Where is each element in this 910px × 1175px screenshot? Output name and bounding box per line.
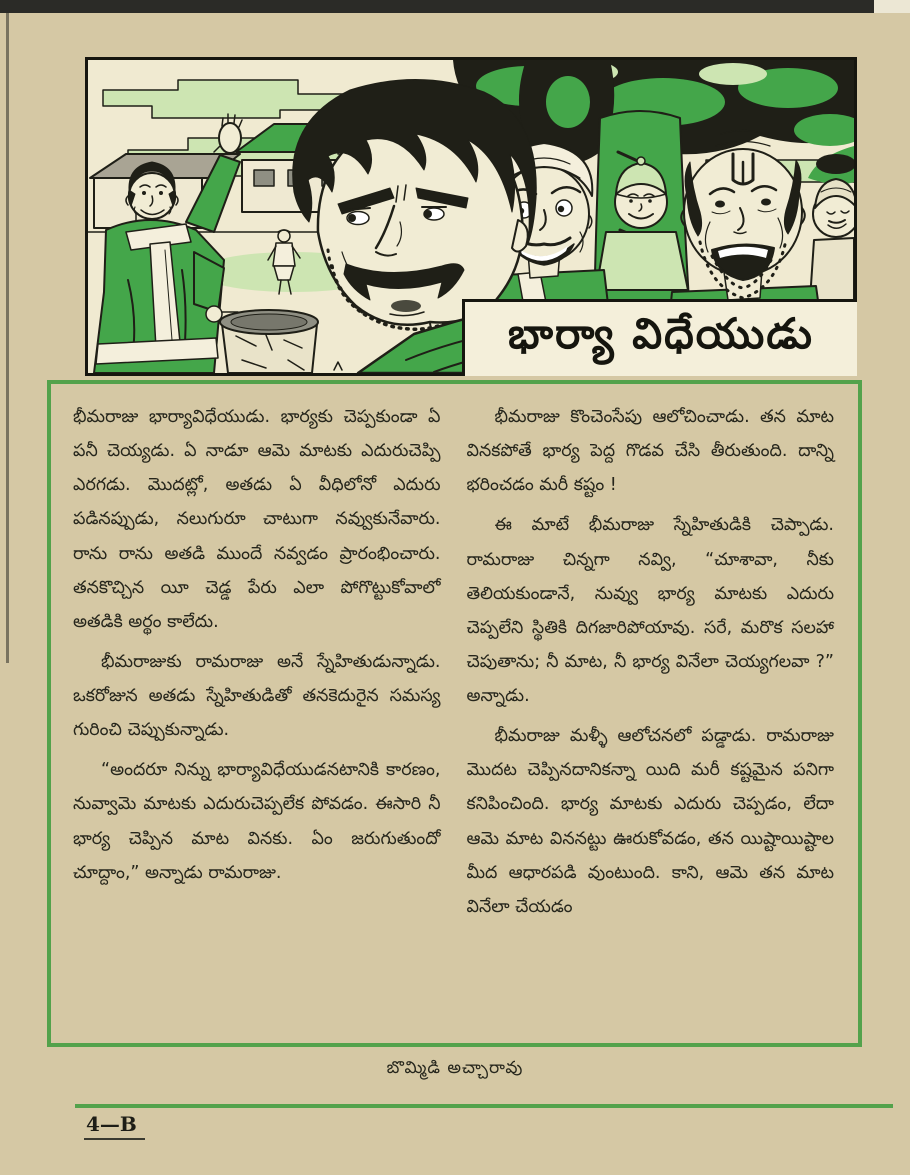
page-title: భార్యా విధేయుడు bbox=[508, 309, 814, 358]
story-text-box bbox=[47, 380, 862, 1047]
scan-top-edge bbox=[0, 0, 910, 13]
paragraph: భీమరాజు మళ్ళీ ఆలోచనలో పడ్డాడు. రామరాజు మొదట చెప్పినదానికన్నా యిది మరీ కష్టమైన పనిగా కనిపించింది. భార్య మాటకు ఎదురు చెప్పడం, లేదా ఆమె మాట విననట్టు ఊరుకోవడం, తన యిష్టాయిష్టాల మీద ఆధారపడి వుంటుంది. కాని, ఆమె తన మాట వినేలా చేయడం bbox=[466, 726, 834, 917]
paragraph: భీమరాజుకు రామరాజు అనే స్నేహితుడున్నాడు. ఒకరోజున అతడు స్నేహితుడితో తనకెదురైన సమస్య గురించి చెప్పుకున్నాడు. bbox=[73, 651, 441, 741]
stone-well bbox=[220, 310, 318, 373]
paragraph: ఈ మాటే భీమరాజు స్నేహితుడికి చెప్పాడు. రామరాజు చిన్నగా నవ్వి, “చూశావా, నీకు తెలియకుండానే, నువ్వు భార్య మాటకు ఎదురు చెప్పలేని స్థితికి దిగజారిపోయావు. సరే, మరొక సలహా చెపుతాను; నీ మాట, నీ భార్య వినేలా చెయ్యగలవా ?” అన్నాడు. bbox=[466, 515, 834, 706]
right-edge-man bbox=[810, 179, 854, 302]
paragraph: భీమరాజు భార్యావిధేయుడు. భార్యకు చెప్పకుండా ఏ పనీ చెయ్యడు. ఏ నాడూ ఆమె మాటకు ఎదురుచెప్పి ఎరగడు. మొదట్లో, అతడు ఏ వీధిలోనో ఎదురు పడినప్పుడు, నలుగురూ చాటుగా నవ్వుకునేవారు. రాను రాను అతడి ముందే నవ్వడం ప్రారంభించారు. తనకొచ్చిన యీ చెడ్డ పేరు ఎలా పోగొట్టుకోవాలో అతడికి అర్థం కాలేదు. bbox=[73, 407, 441, 632]
bottom-green-rule bbox=[75, 1104, 893, 1108]
paragraph: “అందరూ నిన్ను భార్యావిధేయుడనటానికి కారణం, నువ్వామె మాటకు ఎదురుచెప్పలేక పోవడం. ఈసారి నీ భార్య చెప్పిన మాట వినకు. ఏం జరుగుతుందో చూద్దాం,” అన్నాడు రామరాజు. bbox=[73, 760, 441, 883]
paragraph: భీమరాజు కొంచెంసేపు ఆలోచించాడు. తన మాట వినకపోతే భార్య పెద్ద గొడవ చేసి తీరుతుంది. దాన్ని భరించడం మరీ కష్టం ! bbox=[466, 407, 834, 496]
left-column bbox=[73, 400, 441, 1033]
footer-author: బొమ్మిడి అచ్చారావు bbox=[386, 1058, 524, 1078]
page-number: 4—B bbox=[84, 1112, 145, 1140]
right-column bbox=[467, 400, 835, 1033]
scan-left-edge bbox=[6, 13, 9, 663]
title-box bbox=[462, 299, 857, 376]
scan-top-edge-corner bbox=[874, 0, 910, 13]
